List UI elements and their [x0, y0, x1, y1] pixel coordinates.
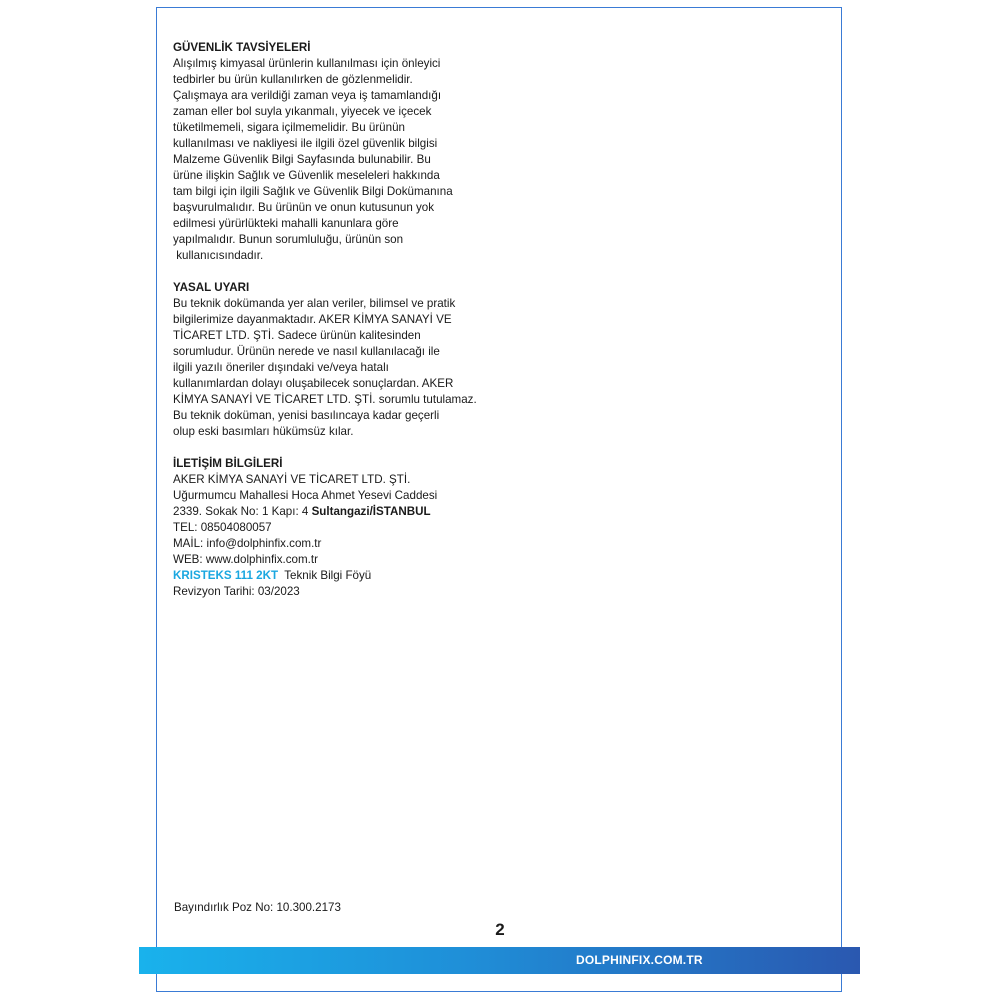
safety-line: başvurulmalıdır. Bu ürünün ve onun kutusunun yok: [173, 201, 435, 214]
company-name: AKER KİMYA SANAYİ VE TİCARET LTD. ŞTİ.: [173, 473, 411, 486]
poz-number: Bayındırlık Poz No: 10.300.2173: [174, 901, 341, 914]
safety-line: edilmesi yürürlükteki mahalli kanunlara göre: [173, 217, 399, 230]
address-street: 2339. Sokak No: 1 Kapı: 4: [173, 505, 312, 518]
safety-line: tüketilmemeli, sigara içilmemelidir. Bu ürünün: [173, 121, 405, 134]
address-district: Sultangazi: [311, 505, 370, 518]
legal-text: [173, 296, 503, 440]
safety-line: kullanıcısındadır.: [173, 249, 264, 262]
footer-website-link[interactable]: DOLPHINFIX.COM.TR: [576, 953, 703, 967]
address-line-1: Uğurmumcu Mahallesi Hoca Ahmet Yesevi Caddesi: [173, 489, 438, 502]
legal-line: KİMYA SANAYİ VE TİCARET LTD. ŞTİ. sorumlu tutulamaz.: [173, 393, 477, 406]
product-line: [173, 568, 503, 584]
product-doc-type: Teknik Bilgi Föyü: [278, 569, 372, 582]
safety-line: tam bilgi için ilgili Sağlık ve Güvenlik Bilgi Dokümanına: [173, 185, 453, 198]
legal-section: [173, 280, 503, 440]
revision-date: Revizyon Tarihi: 03/2023: [173, 585, 300, 598]
safety-line: yapılmalıdır. Bunun sorumluluğu, ürünün son: [173, 233, 404, 246]
legal-line: olup eski basımları hükümsüz kılar.: [173, 425, 354, 438]
safety-line: Malzeme Güvenlik Bilgi Sayfasında bulunabilir. Bu: [173, 153, 431, 166]
legal-title: YASAL UYARI: [173, 281, 250, 294]
legal-line: kullanımlardan dolayı oluşabilecek sonuçlardan. AKER: [173, 377, 454, 390]
safety-line: Çalışmaya ara verildiği zaman veya iş tamamlandığı: [173, 89, 442, 102]
legal-line: TİCARET LTD. ŞTİ. Sadece ürünün kalitesinden: [173, 329, 421, 342]
safety-line: kullanılması ve nakliyesi ile ilgili özel güvenlik bilgisi: [173, 137, 438, 150]
footer-band: [139, 947, 860, 974]
product-name: KRISTEKS 111 2KT: [173, 569, 279, 582]
address-line-2: [173, 504, 503, 520]
contact-title: İLETİŞİM BİLGİLERİ: [173, 457, 283, 470]
safety-title: GÜVENLİK TAVSİYELERİ: [173, 41, 311, 54]
safety-line: zaman eller bol suyla yıkanmalı, yiyecek ve içecek: [173, 105, 432, 118]
legal-line: Bu teknik doküman, yenisi basılıncaya kadar geçerli: [173, 409, 440, 422]
safety-line: tedbirler bu ürün kullanılırken de gözlenmelidir.: [173, 73, 413, 86]
legal-line: Bu teknik dokümanda yer alan veriler, bilimsel ve pratik: [173, 297, 456, 310]
email-address[interactable]: MAİL: info@dolphinfix.com.tr: [173, 537, 322, 550]
safety-section: [173, 40, 503, 264]
legal-line: bilgilerimize dayanmaktadır. AKER KİMYA SANAYİ VE: [173, 313, 452, 326]
safety-text: [173, 56, 503, 264]
phone-number: TEL: 08504080057: [173, 521, 272, 534]
page-number: 2: [495, 920, 505, 939]
legal-line: ilgili yazılı öneriler dışındaki ve/veya hatalı: [173, 361, 389, 374]
safety-line: Alışılmış kimyasal ürünlerin kullanılması için önleyici: [173, 57, 441, 70]
document-body: [173, 40, 503, 616]
address-separator: /: [369, 505, 373, 518]
contact-section: [173, 456, 503, 600]
safety-line: ürüne ilişkin Sağlık ve Güvenlik meseleleri hakkında: [173, 169, 440, 182]
website-address[interactable]: WEB: www.dolphinfix.com.tr: [173, 553, 318, 566]
address-city: İSTANBUL: [372, 505, 431, 518]
legal-line: sorumludur. Ürünün nerede ve nasıl kullanılacağı ile: [173, 345, 440, 358]
